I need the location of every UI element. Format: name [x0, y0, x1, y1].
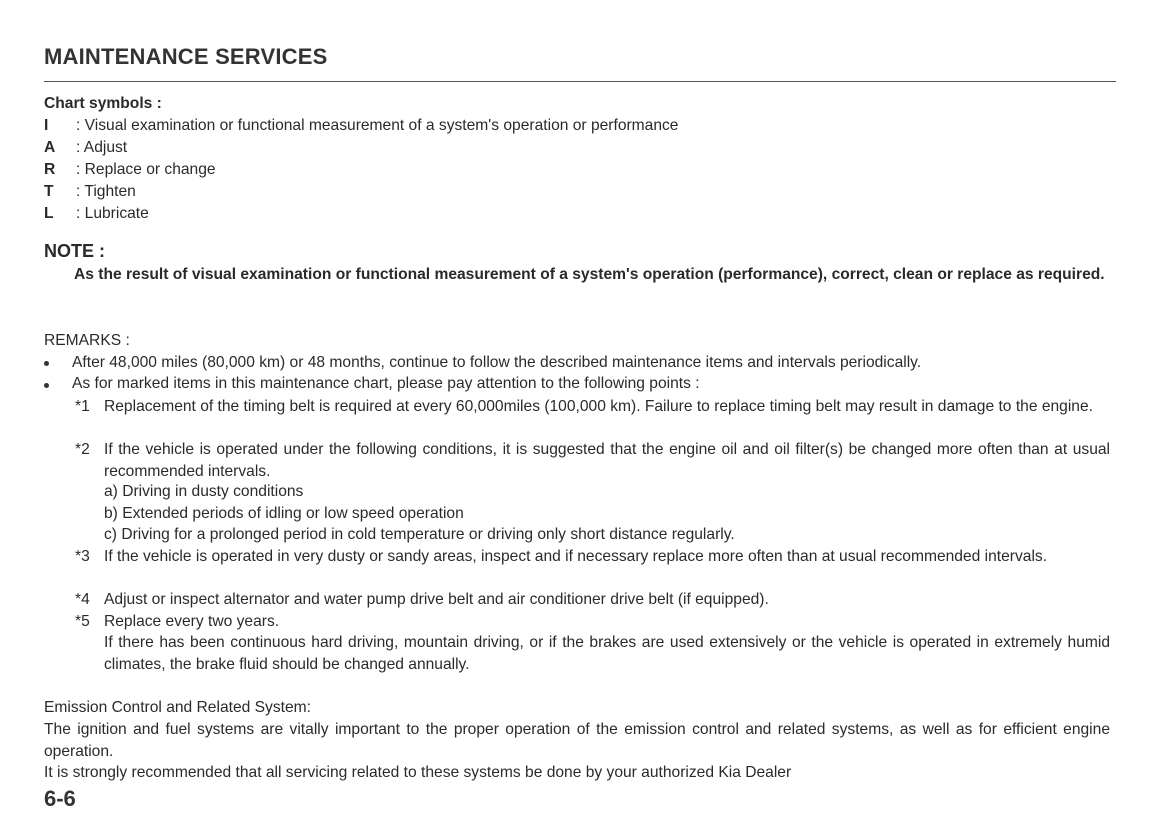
condition-item: c) Driving for a prolonged period in cold temperature or driving only short distance regularly. [104, 526, 735, 543]
bullet-icon [44, 383, 49, 388]
remark-marker: *2 [75, 441, 90, 458]
symbol-row [44, 137, 127, 159]
symbol-code: T [44, 183, 54, 200]
bullet-icon [44, 361, 49, 366]
condition-item: a) Driving in dusty conditions [104, 483, 304, 500]
chart-symbols-heading: Chart symbols : [44, 95, 162, 112]
page-number: 6-6 [44, 786, 76, 811]
title-divider [44, 81, 1116, 82]
remarks-heading: REMARKS : [44, 332, 130, 349]
symbol-text: : Tighten [76, 183, 136, 200]
symbol-row [44, 181, 136, 203]
symbol-code: L [44, 205, 54, 222]
note-title: NOTE : [44, 241, 105, 261]
remark-marker: *3 [75, 548, 90, 565]
remark-item-text: Adjust or inspect alternator and water pump drive belt and air conditioner drive belt (if equipped). [104, 591, 769, 608]
remark-marker: *5 [75, 613, 90, 630]
remark-item-text: Replacement of the timing belt is required at every 60,000miles (100,000 km). Failure to replace timing belt may result in damage to the engine. [104, 398, 1093, 415]
remark-marker: *4 [75, 591, 90, 608]
symbol-row [44, 159, 216, 181]
symbol-text: : Visual examination or functional measurement of a system's operation or performance [76, 117, 679, 134]
symbol-code: I [44, 117, 49, 134]
remark-bullet: As for marked items in this maintenance chart, please pay attention to the following points : [72, 375, 700, 392]
symbol-code: R [44, 161, 56, 178]
emission-heading: Emission Control and Related System: [44, 699, 311, 716]
remark-bullet: After 48,000 miles (80,000 km) or 48 months, continue to follow the described maintenance items and intervals periodically. [72, 354, 922, 371]
page-title: MAINTENANCE SERVICES [44, 44, 328, 69]
condition-item: b) Extended periods of idling or low speed operation [104, 505, 464, 522]
symbol-text: : Adjust [76, 139, 128, 156]
remark-item-text: If the vehicle is operated in very dusty or sandy areas, inspect and if necessary replace more often than at usual recommended intervals. [104, 548, 1048, 565]
symbol-code: A [44, 139, 56, 156]
symbol-row [44, 203, 149, 225]
symbol-text: : Lubricate [76, 205, 149, 222]
emission-recommendation: It is strongly recommended that all servicing related to these systems be done by your authorized Kia Dealer [44, 764, 792, 781]
symbol-row [44, 115, 678, 137]
emission-paragraph: The ignition and fuel systems are vitally important to the proper operation of the emission control and related systems, as well as for efficient engine operation. [44, 721, 1110, 760]
symbol-text: : Replace or change [76, 161, 216, 178]
remark-item-text: Replace every two years. [104, 613, 280, 630]
remark-item-text: If the vehicle is operated under the following conditions, it is suggested that the engine oil and oil filter(s) be changed more often than at usual recommended intervals. [104, 441, 1110, 480]
note-body: As the result of visual examination or functional measurement of a system's operation (performance), correct, clean or replace as required. [74, 266, 1105, 283]
brake-fluid-note: If there has been continuous hard driving, mountain driving, or if the brakes are used extensively or the vehicle is operated in extremely humid climates, the brake fluid should be changed annually. [104, 634, 1110, 673]
remark-marker: *1 [75, 398, 90, 415]
